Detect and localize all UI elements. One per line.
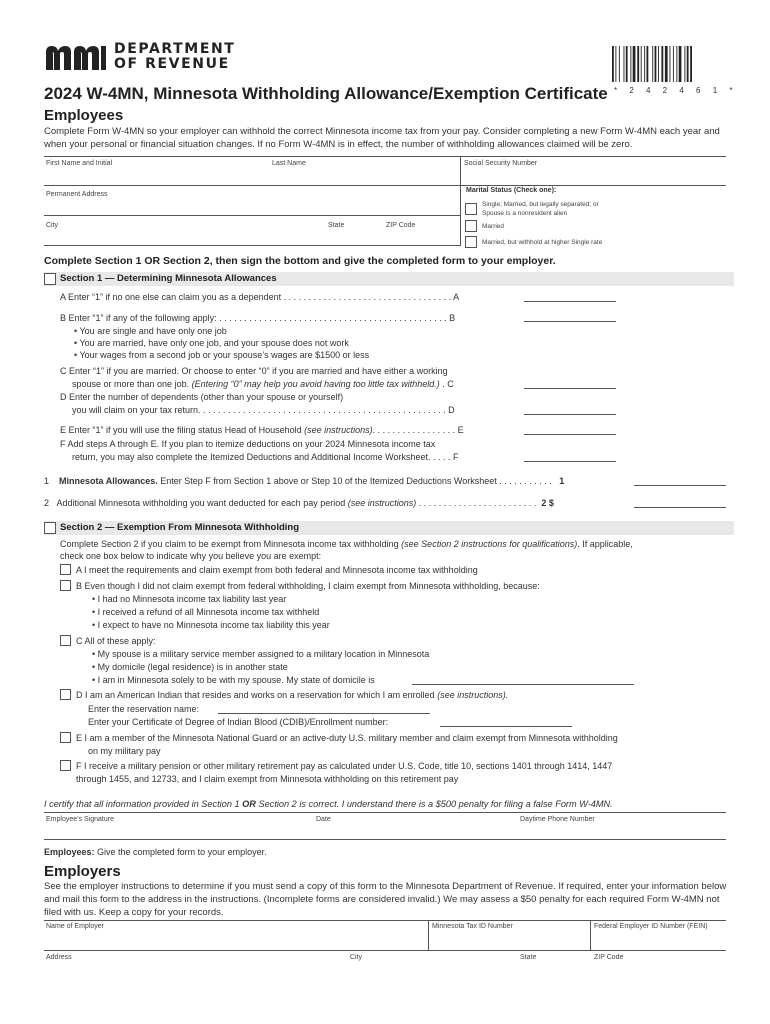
barcode-bar bbox=[630, 46, 631, 82]
s2-intro-italic: (see Section 2 instructions for qualifications) bbox=[401, 539, 578, 549]
line-1-end: 1 bbox=[559, 476, 565, 486]
barcode-bar bbox=[652, 46, 653, 82]
section1-heading: Section 1 — Determining Minnesota Allowances bbox=[60, 273, 277, 284]
s2-d-checkbox[interactable] bbox=[60, 689, 71, 700]
line-1-num: 1 bbox=[44, 476, 50, 486]
employees-intro: Complete Form W-4MN so your employer can withhold the correct Minnesota income tax from your pay. Consider completing a new Form W-4MN each year and when your personal or financial situation changes. If no Form W-4MN is in effect, the number of withholding allowances claimed will be zero. bbox=[44, 126, 720, 150]
line-2-end: 2 $ bbox=[541, 498, 554, 508]
grid-divider bbox=[460, 156, 461, 246]
s1-e-italic: (see instructions) bbox=[304, 425, 373, 435]
barcode-bar bbox=[615, 46, 616, 82]
s2-c-checkbox[interactable] bbox=[60, 635, 71, 646]
s1-line-d-2: you will claim on your tax return. . . . . . . . . . . . . . . . . . . . . . . . . . . . . . . . . . . . . . . . . . . . . . . . . . D bbox=[72, 405, 455, 415]
s1-b-bullet-1: • You are single and have only one job bbox=[74, 326, 227, 337]
s1-d-input[interactable] bbox=[524, 414, 616, 415]
marital-single-checkbox[interactable] bbox=[465, 203, 477, 215]
barcode-bar bbox=[633, 46, 636, 82]
s1-c-input[interactable] bbox=[524, 388, 616, 389]
barcode-bar bbox=[655, 46, 657, 82]
barcode-graphic bbox=[612, 46, 730, 82]
employees-heading: Employees bbox=[44, 107, 124, 124]
s1-line-c-2 bbox=[72, 379, 454, 390]
zip-field[interactable]: ZIP Code bbox=[386, 222, 416, 229]
barcode-bar bbox=[626, 46, 628, 82]
form-title: 2024 W-4MN, Minnesota Withholding Allowance/Exemption Certificate bbox=[44, 84, 608, 103]
line-2-num: 2 bbox=[44, 498, 50, 508]
grid-line-2 bbox=[44, 185, 726, 186]
barcode-bar bbox=[687, 46, 689, 82]
s1-line-f-1: F Add steps A through E. If you plan to itemize deductions on your 2024 Minnesota income tax bbox=[60, 439, 436, 449]
s2-intro-1 bbox=[60, 539, 633, 550]
mn-logo-icon bbox=[44, 42, 106, 72]
employer-grid-top bbox=[44, 920, 726, 921]
last-name-field[interactable]: Last Name bbox=[272, 160, 306, 167]
s1-e-end: . . . . . . . . . . . . . . . . . E bbox=[372, 425, 464, 435]
marital-higher-label: Married, but withhold at higher Single rate bbox=[482, 239, 603, 246]
s2-c-text: C All of these apply: bbox=[76, 636, 156, 646]
employers-heading: Employers bbox=[44, 863, 121, 880]
barcode-bar bbox=[637, 46, 639, 82]
mn-revenue-logo bbox=[44, 42, 235, 72]
marital-status-label: Marital Status (Check one): bbox=[466, 187, 557, 194]
marital-single-label: Single; Married, but legally separated; or bbox=[482, 201, 599, 208]
dept-line-1: DEPARTMENT bbox=[114, 41, 236, 57]
employer-zip-field[interactable]: ZIP Code bbox=[594, 954, 624, 961]
employer-address-field[interactable]: Address bbox=[46, 954, 72, 961]
employer-divider-2 bbox=[590, 920, 591, 950]
s2-f-text-2: through 1455, and 12733, and I claim exempt from Minnesota withholding on this retirement pay bbox=[76, 774, 459, 784]
give-text: Give the completed form to your employer. bbox=[94, 847, 267, 857]
s1-c-text: spouse or more than one job. bbox=[72, 379, 192, 389]
line-1 bbox=[44, 476, 564, 487]
s1-c-end: . C bbox=[439, 379, 454, 389]
barcode-bar bbox=[624, 46, 625, 82]
barcode-bar bbox=[619, 46, 620, 82]
s2-d-main: D I am an American Indian that resides and works on a reservation for which I am enrolled bbox=[76, 690, 438, 700]
certify-text-c: Section 2 is correct. I understand there is a $500 penalty for filing a false Form W-4MN. bbox=[255, 799, 613, 809]
barcode-bar bbox=[647, 46, 649, 82]
s2-f-text-1: F I receive a military pension or other military retirement pay as calculated under U.S. Code, title 10, sections 1401 through 1414, 1447 bbox=[76, 761, 613, 771]
s2-b-bullet-3: • I expect to have no Minnesota income tax liability this year bbox=[92, 620, 330, 631]
barcode-bar bbox=[684, 46, 685, 82]
s1-line-e bbox=[60, 425, 464, 436]
mn-tax-id-field[interactable]: Minnesota Tax ID Number bbox=[432, 923, 513, 930]
state-field[interactable]: State bbox=[328, 222, 345, 229]
line-2-italic: (see instructions) bbox=[347, 498, 417, 508]
address-field[interactable]: Permanent Address bbox=[46, 191, 108, 198]
line-2-dots: . . . . . . . . . . . . . . . . . . . . . . . . bbox=[416, 498, 537, 508]
grid-top-line bbox=[44, 156, 726, 157]
barcode-bar bbox=[661, 46, 663, 82]
city-field[interactable]: City bbox=[46, 222, 59, 229]
s1-line-a: A Enter “1” if no one else can claim you as a dependent . . . . . . . . . . . . . . . . . . . . . . . . . . . . . . . . . . A bbox=[60, 292, 460, 302]
section-instruction: Complete Section 1 OR Section 2, then sign the bottom and give the completed form to your employer. bbox=[44, 255, 556, 267]
certify-text-a: I certify that all information provided in Section 1 bbox=[44, 799, 243, 809]
barcode-bar bbox=[670, 46, 671, 82]
cdib-number-input[interactable] bbox=[440, 726, 572, 727]
employer-grid-mid bbox=[44, 950, 726, 951]
s1-e-text: E Enter “1” if you will use the filing status Head of Household bbox=[60, 425, 305, 435]
section2-header bbox=[44, 521, 734, 535]
line-1-input[interactable] bbox=[634, 485, 726, 486]
fein-field[interactable]: Federal Employer ID Number (FEIN) bbox=[594, 923, 708, 930]
s1-b-bullet-2: • You are married, have only one job, and your spouse does not work bbox=[74, 338, 349, 349]
grid-line-3 bbox=[44, 215, 460, 216]
s2-e-text-2: on my military pay bbox=[88, 746, 161, 756]
s2-intro-end: . If applicable, bbox=[577, 539, 633, 549]
barcode-bar bbox=[641, 46, 642, 82]
marital-married-label: Married bbox=[482, 223, 505, 230]
give-to-employer bbox=[44, 847, 267, 858]
barcode-bar bbox=[673, 46, 674, 82]
s1-line-c-1: C Enter “1” if you are married. Or choose to enter “0” if you are married and have either a working bbox=[60, 366, 448, 376]
signature-date-field[interactable]: Date bbox=[316, 816, 331, 823]
employer-name-field[interactable]: Name of Employer bbox=[46, 923, 104, 930]
line-2-text: Additional Minnesota withholding you want deducted for each pay period bbox=[56, 498, 348, 508]
s1-line-b: B Enter “1” if any of the following apply: . . . . . . . . . . . . . . . . . . . . . . . . . . . . . . . . . . . . . . . . . . . . . . B bbox=[60, 313, 456, 323]
grid-line-4 bbox=[44, 245, 460, 246]
employee-signature-field[interactable]: Employee’s Signature bbox=[46, 816, 114, 823]
barcode-bar bbox=[658, 46, 659, 82]
s1-f-input[interactable] bbox=[524, 461, 616, 462]
s2-d-italic: (see instructions). bbox=[437, 690, 509, 700]
daytime-phone-field[interactable]: Daytime Phone Number bbox=[520, 816, 595, 823]
s2-a-checkbox[interactable] bbox=[60, 564, 71, 575]
s2-d-cdib-label: Enter your Certificate of Degree of Indian Blood (CDIB)/Enrollment number: bbox=[88, 717, 389, 727]
s2-intro-text: Complete Section 2 if you claim to be exempt from Minnesota income tax withholding bbox=[60, 539, 402, 549]
s2-b-bullet-2: • I received a refund of all Minnesota income tax withheld bbox=[92, 607, 319, 618]
s2-c-bullet-2: • My domicile (legal residence) is in another state bbox=[92, 662, 288, 673]
section2-checkbox[interactable] bbox=[44, 522, 56, 534]
barcode-bar bbox=[676, 46, 677, 82]
s1-line-f-2: return, you may also complete the Itemized Deductions and Additional Income Worksheet. . . . . F bbox=[72, 452, 459, 462]
line-1-bold: Minnesota Allowances. bbox=[59, 476, 158, 486]
s1-b-input[interactable] bbox=[524, 321, 616, 322]
s2-b-bullet-1: • I had no Minnesota income tax liability last year bbox=[92, 594, 286, 605]
reservation-name-input[interactable] bbox=[218, 713, 430, 714]
s2-b-checkbox[interactable] bbox=[60, 580, 71, 591]
certification-statement bbox=[44, 799, 613, 810]
signature-top-line bbox=[44, 812, 726, 813]
s2-intro-2: check one box below to indicate why you believe you are exempt: bbox=[60, 551, 322, 561]
employers-text: See the employer instructions to determine if you must send a copy of this form to the Minnesota Department of Revenue. If required, enter your information below and mail this form to the address in the instructions. (Incomplete forms are considered invalid.) We may assess a $50 penalty for each required Form W-4MN not filed with us. Keep a copy for your records. bbox=[44, 881, 727, 918]
s1-e-input[interactable] bbox=[524, 434, 616, 435]
s2-c-bullet-3: • I am in Minnesota solely to be with my spouse. My state of domicile is bbox=[92, 675, 375, 686]
s1-c-italic: (Entering “0” may help you avoid having too little tax withheld.) bbox=[191, 379, 440, 389]
s2-a-text: A I meet the requirements and claim exempt from both federal and Minnesota income tax withholding bbox=[76, 565, 478, 575]
line-1-text: Enter Step F from Section 1 above or Step 10 of the Itemized Deductions Worksheet . . . . . . . . . . . bbox=[157, 476, 552, 486]
give-bold: Employees: bbox=[44, 847, 95, 857]
s1-a-input[interactable] bbox=[524, 301, 616, 302]
barcode-bar bbox=[644, 46, 645, 82]
certify-or: OR bbox=[242, 799, 256, 809]
barcode-bar bbox=[679, 46, 682, 82]
section1-checkbox[interactable] bbox=[44, 273, 56, 285]
line-2-input[interactable] bbox=[634, 507, 726, 508]
ssn-field[interactable]: Social Security Number bbox=[464, 160, 538, 167]
dept-line-2: OF REVENUE bbox=[114, 56, 230, 72]
marital-married-checkbox[interactable] bbox=[465, 220, 477, 232]
barcode-bar bbox=[665, 46, 668, 82]
s2-b-text: B Even though I did not claim exempt from federal withholding, I claim exempt from Minnesota withholding, because: bbox=[76, 581, 540, 591]
line-2 bbox=[44, 498, 554, 509]
section1-header bbox=[44, 272, 734, 286]
marital-single-label-2: Spouse is a nonresident alien bbox=[482, 210, 568, 217]
s2-d-text bbox=[76, 690, 508, 701]
s2-e-checkbox[interactable] bbox=[60, 732, 71, 743]
first-name-field[interactable]: First Name and Initial bbox=[46, 160, 113, 167]
s1-line-d-1: D Enter the number of dependents (other than your spouse or yourself) bbox=[60, 392, 344, 402]
section2-heading: Section 2 — Exemption From Minnesota Withholding bbox=[60, 522, 300, 533]
employer-city-field[interactable]: City bbox=[350, 954, 363, 961]
marital-higher-checkbox[interactable] bbox=[465, 236, 477, 248]
s2-c-bullet-1: • My spouse is a military service member assigned to a military location in Minnesota bbox=[92, 649, 429, 660]
barcode-digits: * 2 4 2 4 6 1 * bbox=[614, 86, 738, 95]
barcode-bar bbox=[690, 46, 692, 82]
signature-bottom-line bbox=[44, 839, 726, 840]
employer-divider-1 bbox=[428, 920, 429, 950]
state-of-domicile-input[interactable] bbox=[412, 684, 634, 685]
barcode-bar bbox=[612, 46, 614, 82]
s2-d-reservation-label: Enter the reservation name: bbox=[88, 704, 200, 714]
s1-b-bullet-3: • Your wages from a second job or your spouse’s wages are $1500 or less bbox=[74, 350, 369, 361]
s2-f-checkbox[interactable] bbox=[60, 760, 71, 771]
employer-state-field[interactable]: State bbox=[520, 954, 537, 961]
s2-e-text-1: E I am a member of the Minnesota National Guard or an active-duty U.S. military member and claim exempt from Minnesota withholding bbox=[76, 733, 618, 743]
